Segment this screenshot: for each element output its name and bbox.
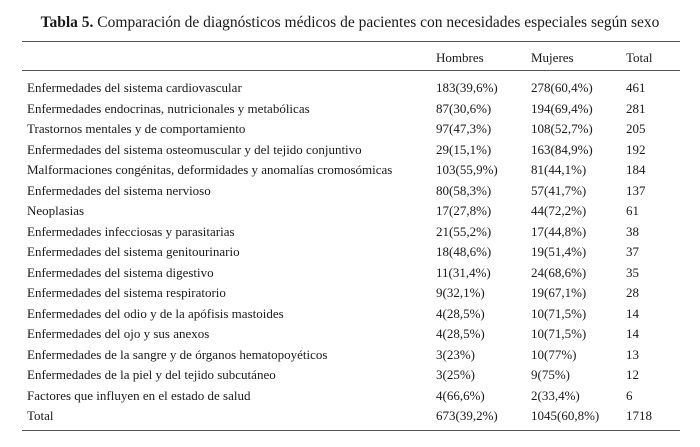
cell-category: Factores que influyen en el estado de salud	[27, 387, 251, 403]
cell-total: 14	[626, 305, 639, 321]
cell-mujeres: 19(51,4%)	[531, 244, 587, 259]
cell-hombres: 103(55,9%)	[436, 162, 498, 177]
cell-total: 61	[626, 203, 639, 218]
cell-total: 192	[626, 141, 646, 157]
cell-mujeres: 2(33,4%)	[531, 387, 580, 403]
cell-category: Enfermedades de la piel y del tejido subcutáneo	[27, 367, 276, 382]
cell-mujeres: 10(71,5%)	[531, 326, 587, 341]
cell-total: 12	[626, 367, 639, 382]
table-caption-text: Comparación de diagnósticos médicos de pacientes con necesidades especiales según sexo	[93, 14, 660, 31]
cell-total: 13	[626, 346, 639, 362]
cell-hombres: 80(58,3%)	[436, 182, 492, 198]
table-row	[0, 285, 700, 305]
cell-hombres: 4(28,5%)	[436, 305, 485, 321]
cell-total: 14	[626, 326, 639, 341]
table-row	[0, 162, 700, 182]
header-mujeres: Mujeres	[531, 50, 574, 65]
cell-total: 1718	[626, 408, 652, 423]
cell-category: Enfermedades del sistema digestivo	[27, 264, 214, 280]
cell-total: 28	[626, 285, 639, 300]
cell-mujeres: 17(44,8%)	[531, 223, 587, 239]
cell-total: 205	[626, 121, 646, 136]
cell-category: Enfermedades del sistema osteomuscular y del tejido conjuntivo	[27, 141, 362, 157]
cell-mujeres: 81(44,1%)	[531, 162, 587, 177]
cell-total: 35	[626, 264, 639, 280]
cell-category: Enfermedades endocrinas, nutricionales y metabólicas	[27, 100, 310, 116]
cell-hombres: 97(47,3%)	[436, 121, 492, 136]
cell-mujeres: 163(84,9%)	[531, 141, 593, 157]
cell-hombres: 183(39,6%)	[436, 80, 498, 95]
table-row	[0, 183, 700, 203]
cell-category: Enfermedades del odio y de la apófisis mastoides	[27, 305, 284, 321]
cell-hombres: 18(48,6%)	[436, 244, 492, 259]
cell-hombres: 17(27,8%)	[436, 203, 492, 218]
cell-total: 461	[626, 80, 646, 95]
table-row	[0, 326, 700, 346]
cell-category: Total	[27, 408, 54, 423]
cell-total: 37	[626, 244, 639, 259]
table-row	[0, 121, 700, 141]
table-row	[0, 367, 700, 387]
cell-category: Enfermedades del sistema cardiovascular	[27, 80, 242, 95]
table-row	[0, 142, 700, 162]
header-hombres: Hombres	[436, 50, 484, 65]
cell-mujeres: 10(71,5%)	[531, 305, 587, 321]
cell-total: 281	[626, 100, 646, 116]
table-caption-label: Tabla 5.	[40, 14, 94, 31]
cell-category: Trastornos mentales y de comportamiento	[27, 121, 246, 136]
table-row	[0, 224, 700, 244]
table-row	[0, 203, 700, 223]
cell-mujeres: 278(60,4%)	[531, 80, 593, 95]
cell-hombres: 3(23%)	[436, 346, 475, 362]
cell-mujeres: 10(77%)	[531, 346, 577, 362]
table-row	[0, 347, 700, 367]
table-row	[0, 388, 700, 408]
cell-total: 6	[626, 387, 633, 403]
cell-category: Neoplasias	[27, 203, 85, 218]
cell-mujeres: 194(69,4%)	[531, 100, 593, 116]
cell-mujeres: 9(75%)	[531, 367, 570, 382]
cell-mujeres: 57(41,7%)	[531, 182, 587, 198]
table-total-row	[0, 408, 700, 428]
cell-total: 184	[626, 162, 646, 177]
cell-category: Enfermedades del sistema respiratorio	[27, 285, 226, 300]
cell-mujeres: 19(67,1%)	[531, 285, 587, 300]
cell-hombres: 21(55,2%)	[436, 223, 492, 239]
cell-hombres: 87(30,6%)	[436, 100, 492, 116]
cell-total: 137	[626, 182, 646, 198]
table-header-rule	[22, 70, 680, 71]
cell-category: Enfermedades del sistema genitourinario	[27, 244, 240, 259]
cell-hombres: 4(66,6%)	[436, 387, 485, 403]
table-row	[0, 306, 700, 326]
cell-total: 38	[626, 223, 639, 239]
header-total: Total	[626, 50, 653, 65]
table-bottom-rule	[22, 430, 680, 431]
cell-category: Enfermedades del sistema nervioso	[27, 182, 211, 198]
table-row	[0, 80, 700, 100]
cell-hombres: 29(15,1%)	[436, 141, 492, 157]
table-row	[0, 101, 700, 121]
cell-hombres: 3(25%)	[436, 367, 475, 382]
cell-hombres: 9(32,1%)	[436, 285, 485, 300]
cell-category: Malformaciones congénitas, deformidades y anomalías cromosómicas	[27, 162, 393, 177]
cell-mujeres: 108(52,7%)	[531, 121, 593, 136]
cell-hombres: 11(31,4%)	[436, 264, 491, 280]
cell-category: Enfermedades del ojo y sus anexos	[27, 326, 210, 341]
cell-hombres: 4(28,5%)	[436, 326, 485, 341]
table-row	[0, 244, 700, 264]
cell-category: Enfermedades de la sangre y de órganos hematopoyéticos	[27, 346, 328, 362]
cell-mujeres: 44(72,2%)	[531, 203, 587, 218]
cell-mujeres: 24(68,6%)	[531, 264, 587, 280]
table-row	[0, 265, 700, 285]
cell-mujeres: 1045(60,8%)	[531, 408, 600, 423]
table-caption	[0, 13, 700, 33]
cell-category: Enfermedades infecciosas y parasitarias	[27, 223, 235, 239]
table-top-rule	[22, 41, 680, 42]
cell-hombres: 673(39,2%)	[436, 408, 498, 423]
